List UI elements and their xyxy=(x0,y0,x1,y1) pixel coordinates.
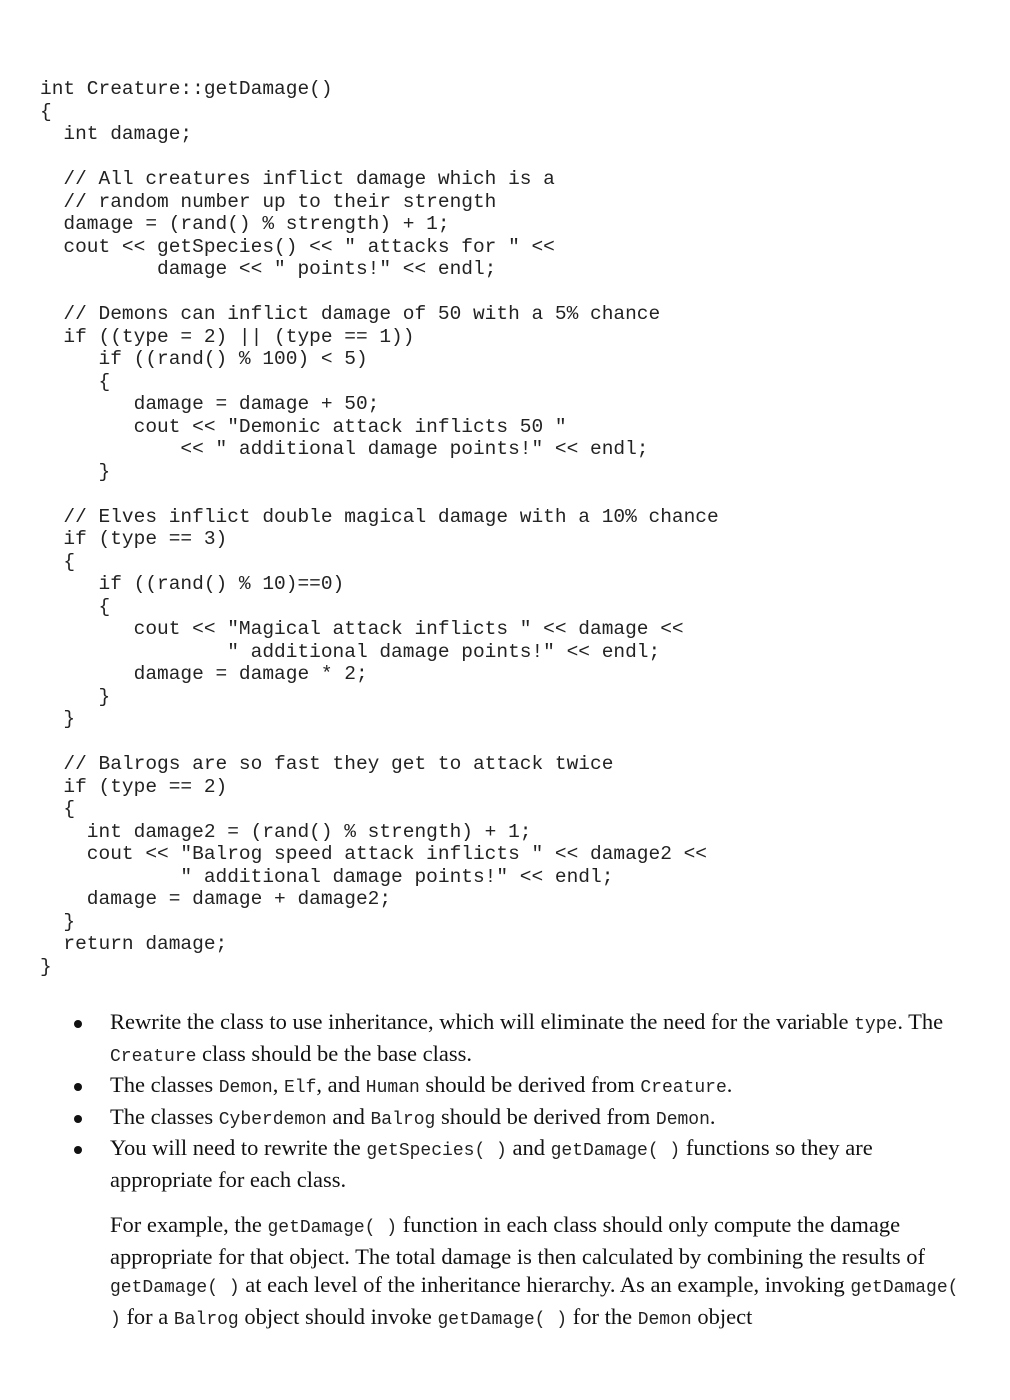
code-listing xyxy=(40,78,719,978)
code-line: damage = (rand() % strength) + 1; xyxy=(40,213,450,235)
code-line: if ((type = 2) || (type == 1)) xyxy=(40,325,415,348)
code-line: damage = damage + damage2; xyxy=(40,888,392,910)
code-line: { xyxy=(40,595,111,618)
list-item xyxy=(0,1134,960,1194)
bullet-icon xyxy=(74,1020,82,1028)
list-item xyxy=(0,1008,960,1071)
code-term: type xyxy=(854,1015,898,1035)
code-line: cout << "Balrog speed attack inflicts " << damage2 << xyxy=(40,843,708,865)
code-line: // Demons can inflict damage of 50 with a 5% chance xyxy=(40,303,661,325)
bullet-icon xyxy=(74,1146,82,1154)
code-line: } xyxy=(40,910,76,933)
code-line: // Balrogs are so fast they get to attack twice xyxy=(40,753,614,775)
code-line: cout << "Magical attack inflicts " << damage << xyxy=(40,618,684,640)
code-term: Balrog xyxy=(370,1109,436,1130)
code-term: Demon xyxy=(218,1078,273,1098)
code-line: // random number up to their strength xyxy=(40,190,497,213)
code-line xyxy=(40,483,719,506)
code-line: << " additional damage points!" << endl; xyxy=(40,438,649,460)
code-term: Creature xyxy=(640,1078,727,1098)
code-term: getDamage( ) xyxy=(110,1278,959,1330)
code-line: } xyxy=(40,460,111,483)
instruction-list xyxy=(0,1008,1010,1194)
code-line: int damage2 = (rand() % strength) + 1; xyxy=(40,820,532,843)
code-line xyxy=(40,281,719,304)
code-term: Demon xyxy=(655,1109,710,1130)
list-item-text: The classes Demon, Elf, and Human should be derived from Creature. xyxy=(110,1072,733,1098)
code-line: if ((rand() % 100) < 5) xyxy=(40,348,368,370)
code-line: { xyxy=(40,100,52,123)
code-line: int damage; xyxy=(40,123,193,145)
code-line: } xyxy=(40,708,76,730)
code-term: Cyberdemon xyxy=(218,1109,327,1130)
code-line: damage = damage * 2; xyxy=(40,663,368,685)
code-line: { xyxy=(40,798,76,820)
code-line: } xyxy=(40,955,52,978)
bullet-icon xyxy=(74,1083,82,1091)
list-item-text: You will need to rewrite the getSpecies( ) and getDamage( ) functions so they are appropriate for each class. xyxy=(110,1135,873,1192)
code-line: if (type == 3) xyxy=(40,528,228,550)
code-line: } xyxy=(40,685,111,708)
code-line: damage = damage + 50; xyxy=(40,393,380,415)
code-term: getDamage( ) xyxy=(267,1218,398,1238)
code-term: getDamage( ) xyxy=(110,1278,240,1298)
code-line: { xyxy=(40,370,111,393)
code-term: getDamage( ) xyxy=(437,1309,568,1330)
code-term: Demon xyxy=(637,1309,692,1330)
code-term: Creature xyxy=(110,1046,197,1067)
list-item xyxy=(0,1103,960,1135)
code-term: Balrog xyxy=(173,1309,239,1330)
code-line: if ((rand() % 10)==0) xyxy=(40,573,345,595)
code-line xyxy=(40,731,719,754)
list-item-text: Rewrite the class to use inheritance, which will eliminate the need for the variable type. The Creature class should be the base class. xyxy=(110,1009,944,1067)
code-line: int Creature::getDamage() xyxy=(40,78,333,100)
code-term: getDamage( ) xyxy=(550,1141,681,1161)
code-line: cout << getSpecies() << " attacks for " << xyxy=(40,235,555,258)
code-line: " additional damage points!" << endl; xyxy=(40,865,614,888)
code-line: damage << " points!" << endl; xyxy=(40,258,497,280)
list-item-text: The classes Cyberdemon and Balrog should be derived from Demon. xyxy=(110,1103,716,1130)
bullet-icon xyxy=(74,1115,82,1123)
code-line: cout << "Demonic attack inflicts 50 " xyxy=(40,415,567,438)
code-term: Elf xyxy=(283,1078,317,1098)
code-line: if (type == 2) xyxy=(40,775,228,798)
code-line: // Elves inflict double magical damage with a 10% chance xyxy=(40,505,719,528)
code-line xyxy=(40,146,719,169)
code-term: Human xyxy=(365,1078,420,1098)
code-line: { xyxy=(40,550,76,573)
example-paragraph: For example, the getDamage( ) function in each class should only compute the damage appropriate for that object. The total damage is then calculated by combining the results of getDamage( ) at each level of the inheritance hierarchy. As an example, invoking getDamage( ) for a Balrog object should invoke getDamage( ) for the Demon object xyxy=(110,1212,959,1330)
code-line: return damage; xyxy=(40,933,228,955)
code-term: getSpecies( ) xyxy=(366,1141,507,1161)
list-item xyxy=(0,1071,960,1103)
code-line: " additional damage points!" << endl; xyxy=(40,640,661,663)
code-line: // All creatures inflict damage which is a xyxy=(40,168,555,190)
